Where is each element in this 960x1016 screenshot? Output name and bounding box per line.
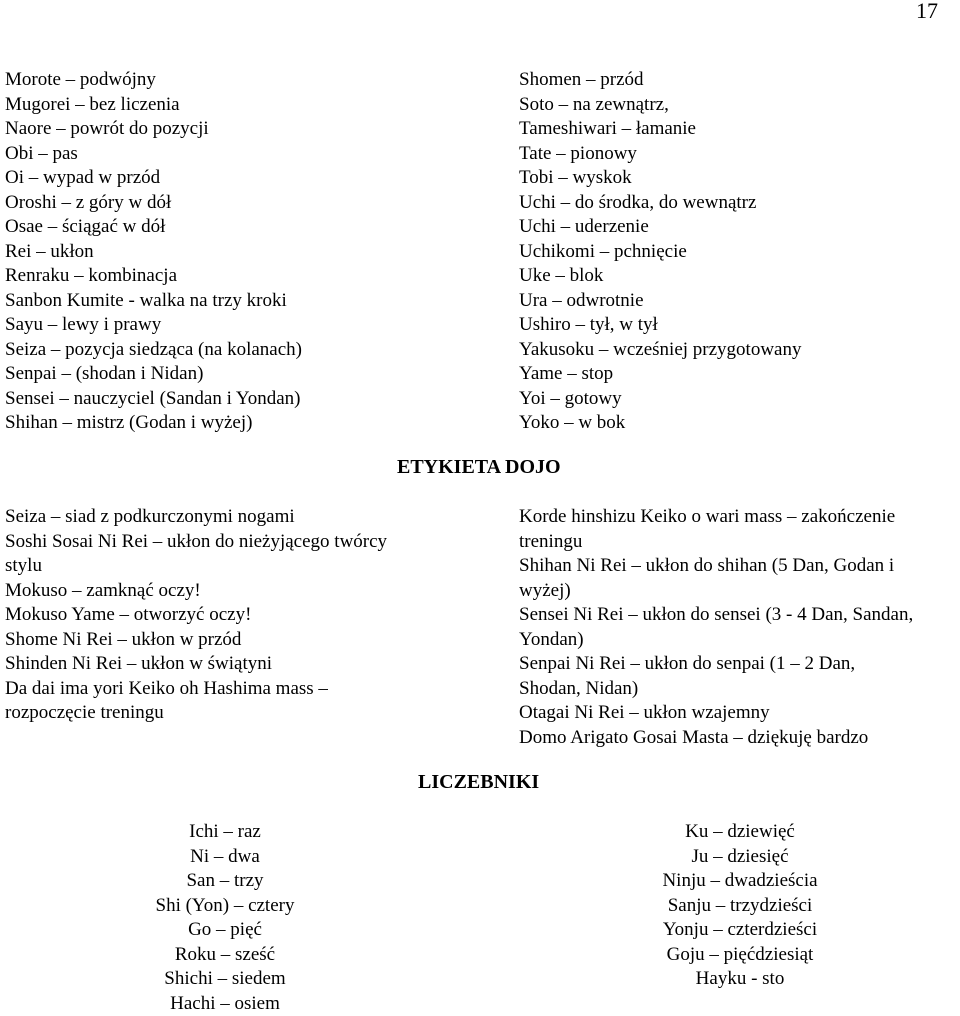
numeral-entry: Go – pięć xyxy=(125,918,325,943)
etiquette-line: Shodan, Nidan) xyxy=(519,677,913,702)
vocab-entry: Obi – pas xyxy=(5,142,302,167)
etiquette-line: Mokuso Yame – otworzyć oczy! xyxy=(5,603,387,628)
etiquette-line: Mokuso – zamknąć oczy! xyxy=(5,579,387,604)
numeral-entry: Goju – pięćdziesiąt xyxy=(630,943,850,968)
etiquette-line: treningu xyxy=(519,530,913,555)
numeral-entry: Ninju – dwadzieścia xyxy=(630,869,850,894)
vocab-entry: Senpai – (shodan i Nidan) xyxy=(5,362,302,387)
vocab-entry: Oi – wypad w przód xyxy=(5,166,302,191)
vocab-entry: Uchikomi – pchnięcie xyxy=(519,240,802,265)
etiquette-line: stylu xyxy=(5,554,387,579)
etiquette-list-left xyxy=(5,505,387,726)
vocab-entry: Shomen – przód xyxy=(519,68,802,93)
vocab-entry: Uchi – do środka, do wewnątrz xyxy=(519,191,802,216)
etiquette-line: Shinden Ni Rei – ukłon w świątyni xyxy=(5,652,387,677)
numeral-entry: Shi (Yon) – cztery xyxy=(125,894,325,919)
vocab-entry: Mugorei – bez liczenia xyxy=(5,93,302,118)
vocab-entry: Renraku – kombinacja xyxy=(5,264,302,289)
numerals-list-left xyxy=(125,820,325,1016)
page-number: 17 xyxy=(916,0,938,24)
vocab-entry: Sensei – nauczyciel (Sandan i Yondan) xyxy=(5,387,302,412)
vocab-entry: Sanbon Kumite - walka na trzy kroki xyxy=(5,289,302,314)
vocab-entry: Osae – ściągać w dół xyxy=(5,215,302,240)
etiquette-heading: ETYKIETA DOJO xyxy=(397,456,561,479)
vocab-entry: Soto – na zewnątrz, xyxy=(519,93,802,118)
vocab-entry: Oroshi – z góry w dół xyxy=(5,191,302,216)
numerals-list-right xyxy=(630,820,850,992)
numeral-entry: Roku – sześć xyxy=(125,943,325,968)
vocab-entry: Yakusoku – wcześniej przygotowany xyxy=(519,338,802,363)
numeral-entry: Sanju – trzydzieści xyxy=(630,894,850,919)
etiquette-line: Senpai Ni Rei – ukłon do senpai (1 – 2 Dan, xyxy=(519,652,913,677)
vocab-entry: Seiza – pozycja siedząca (na kolanach) xyxy=(5,338,302,363)
numeral-entry: Hachi – osiem xyxy=(125,992,325,1016)
vocab-entry: Yame – stop xyxy=(519,362,802,387)
numerals-heading: LICZEBNIKI xyxy=(418,771,539,794)
vocab-entry: Tobi – wyskok xyxy=(519,166,802,191)
numeral-entry: Ni – dwa xyxy=(125,845,325,870)
etiquette-line: rozpoczęcie treningu xyxy=(5,701,387,726)
vocab-entry: Ura – odwrotnie xyxy=(519,289,802,314)
vocab-entry: Shihan – mistrz (Godan i wyżej) xyxy=(5,411,302,436)
etiquette-line: Da dai ima yori Keiko oh Hashima mass – xyxy=(5,677,387,702)
etiquette-line: Shome Ni Rei – ukłon w przód xyxy=(5,628,387,653)
etiquette-line: Yondan) xyxy=(519,628,913,653)
etiquette-list-right xyxy=(519,505,913,750)
vocab-entry: Ushiro – tył, w tył xyxy=(519,313,802,338)
numeral-entry: Ichi – raz xyxy=(125,820,325,845)
etiquette-line: Shihan Ni Rei – ukłon do shihan (5 Dan, Godan i xyxy=(519,554,913,579)
vocabulary-list-right xyxy=(519,68,802,436)
vocab-entry: Yoi – gotowy xyxy=(519,387,802,412)
numeral-entry: Shichi – siedem xyxy=(125,967,325,992)
numeral-entry: San – trzy xyxy=(125,869,325,894)
vocab-entry: Rei – ukłon xyxy=(5,240,302,265)
etiquette-line: Korde hinshizu Keiko o wari mass – zakończenie xyxy=(519,505,913,530)
etiquette-line: Otagai Ni Rei – ukłon wzajemny xyxy=(519,701,913,726)
etiquette-line: Domo Arigato Gosai Masta – dziękuję bardzo xyxy=(519,726,913,751)
numeral-entry: Hayku - sto xyxy=(630,967,850,992)
numeral-entry: Ju – dziesięć xyxy=(630,845,850,870)
numeral-entry: Yonju – czterdzieści xyxy=(630,918,850,943)
vocabulary-list-left xyxy=(5,68,302,436)
vocab-entry: Naore – powrót do pozycji xyxy=(5,117,302,142)
vocab-entry: Sayu – lewy i prawy xyxy=(5,313,302,338)
vocab-entry: Uchi – uderzenie xyxy=(519,215,802,240)
vocab-entry: Tate – pionowy xyxy=(519,142,802,167)
vocab-entry: Morote – podwójny xyxy=(5,68,302,93)
etiquette-line: Soshi Sosai Ni Rei – ukłon do nieżyjącego twórcy xyxy=(5,530,387,555)
etiquette-line: wyżej) xyxy=(519,579,913,604)
numeral-entry: Ku – dziewięć xyxy=(630,820,850,845)
vocab-entry: Uke – blok xyxy=(519,264,802,289)
vocab-entry: Tameshiwari – łamanie xyxy=(519,117,802,142)
etiquette-line: Seiza – siad z podkurczonymi nogami xyxy=(5,505,387,530)
vocab-entry: Yoko – w bok xyxy=(519,411,802,436)
etiquette-line: Sensei Ni Rei – ukłon do sensei (3 - 4 Dan, Sandan, xyxy=(519,603,913,628)
